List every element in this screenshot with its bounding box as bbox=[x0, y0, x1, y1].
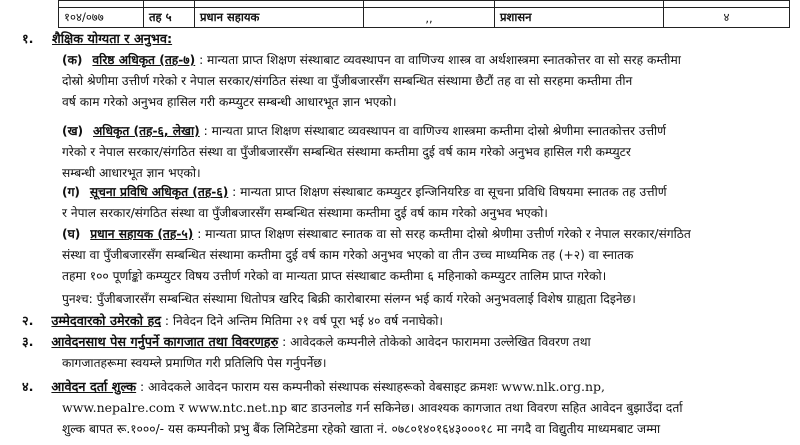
url-nlk-link[interactable]: www.nlk.org.np, bbox=[501, 379, 605, 394]
table-cell-code: १०४/०७७ bbox=[59, 8, 144, 28]
section-4-conj: र bbox=[179, 401, 185, 415]
section-3-text: : आवेदकले कम्पनीले तोकेको आवेदन फाराममा उल्लेखित विवरण तथा bbox=[282, 335, 591, 349]
section-3-title: आवेदनसाथ पेस गर्नुपर्ने कागजात तथा विवरणहरु bbox=[51, 335, 279, 350]
post-table bbox=[58, 0, 790, 28]
section-3-number: ३. bbox=[22, 335, 34, 350]
item-kha-text-1: : मान्यता प्राप्त शिक्षण संस्थाबाट व्यवस्थापन वा वाणिज्य शास्त्रमा कम्तीमा दोस्रो श्रेणीमा स्नातकोत्तर उत्तीर्ण bbox=[203, 124, 666, 138]
table-cell-ditto: ,, bbox=[364, 8, 495, 28]
item-ga-text-1: : मान्यता प्राप्त शिक्षण संस्थाबाट कम्प्युटर इन्जिनियरिङ वा सूचना प्रविधि विषयमा स्नातक तह उत्तीर्ण bbox=[232, 185, 667, 199]
item-ga-label: (ग) bbox=[62, 185, 81, 199]
section-4 bbox=[22, 377, 605, 398]
item-kha-text-2: गरेको र नेपाल सरकार/संगठित संस्था वा पुँजीबजारसँग सम्बन्धित संस्थामा कम्तीमा दुई वर्ष काम गरेको अनुभव हासिल गरी कम्प्युटर bbox=[62, 145, 631, 159]
item-ka-text-1: : मान्यता प्राप्त शिक्षण संस्थाबाट व्यवस्थापन वा वाणिज्य शास्त्र वा अर्थशास्त्रमा स्नातकोत्तर वा सो सरह कम्तीमा bbox=[199, 53, 681, 67]
item-kha-title: अधिकृत (तह-६, लेखा) bbox=[93, 124, 200, 138]
note-text: पुनश्च: पुँजीबजारसँग सम्बन्धित संस्थामा धितोपत्र खरिद बिक्री कारोबारमा संलग्न भई कार्य गरेको अनुभवलाई विशेष ग्राह्यता दिइनेछ। bbox=[62, 292, 636, 306]
section-2-text: : निवेदन दिने अन्तिम मितिमा २१ वर्ष पूरा भई ४० वर्ष ननाघेको। bbox=[164, 314, 444, 328]
url-ntc-link[interactable]: www.ntc.net.np bbox=[187, 400, 288, 415]
item-kha-label: (ख) bbox=[62, 124, 84, 138]
item-ka-line-1 bbox=[62, 50, 681, 70]
section-3 bbox=[22, 332, 591, 353]
section-1-heading bbox=[22, 30, 172, 50]
item-gha-text-1: : मान्यता प्राप्त शिक्षण संस्थाबाट स्नातक वा सो सरह कम्तीमा दोस्रो श्रेणीमा उत्तीर्ण गरेको र नेपाल सरकार/संगठित bbox=[197, 227, 691, 241]
item-ka-title: वरिष्ठ अधिकृत (तह-७) bbox=[92, 53, 196, 67]
section-3-text-2: कागजातहरूमा स्वयम्ले प्रमाणित गरी प्रतिलिपि पेस गर्नुपर्नेछ। bbox=[62, 356, 327, 370]
url-nepalre-link[interactable]: www.nepalre.com bbox=[62, 400, 176, 415]
item-gha-text-3: तहमा १०० पूर्णाङ्को कम्प्युटर विषय उत्तीर्ण गरेको वा मान्यता प्राप्त संस्थाबाट कम्तीमा ६ महिनाको कम्प्युटर तालिम प्राप्त गरेको। bbox=[62, 269, 607, 283]
section-2-number: २. bbox=[22, 314, 34, 329]
section-2 bbox=[22, 311, 443, 332]
item-ka-text-3: वर्ष काम गरेको अनुभव हासिल गरी कम्प्युटर सम्बन्धी आधारभूत ज्ञान भएको। bbox=[62, 95, 397, 109]
section-4-text: : आवेदकले आवेदन फाराम यस कम्पनीको संस्थापक संस्थाहरूको वेबसाइट क्रमशः bbox=[140, 380, 498, 394]
section-1-number: १. bbox=[22, 32, 34, 47]
item-ka-label: (क) bbox=[62, 53, 83, 67]
item-gha-text-2: संस्था वा पुँजीबजारसँग सम्बन्धित संस्थामा कम्तीमा दुई वर्ष काम गरेको अनुभव भएको वा तीन उच्च माध्यमिक तह (+२) वा स्नातक bbox=[62, 248, 634, 262]
item-ka-text-2: दोस्रो श्रेणीमा उत्तीर्ण गरेको र नेपाल सरकार/संगठित संस्था वा पुँजीबजारसँग सम्बन्धित संस्थामा छैटौं तह वा सो सरहमा कम्तीमा तीन bbox=[62, 74, 633, 88]
section-4-text-2: बाट डाउनलोड गर्न सकिनेछ। आवश्यक कागजात तथा विवरण सहित आवेदन बुझाउँदा दर्ता bbox=[290, 401, 683, 415]
item-gha-title: प्रधान सहायक (तह-५) bbox=[90, 227, 194, 241]
section-4-number: ४. bbox=[22, 380, 34, 395]
item-ga-text-2: र नेपाल सरकार/संगठित संस्था वा पुँजीबजारसँग सम्बन्धित संस्थामा कम्तीमा दुई वर्ष काम गरेको अनुभव भएको। bbox=[62, 206, 548, 220]
section-4-title: आवेदन दर्ता शुल्क bbox=[51, 380, 137, 395]
item-gha-label: (घ) bbox=[62, 227, 81, 241]
item-gha-line-1 bbox=[62, 224, 691, 244]
table-cell-count: ४ bbox=[664, 8, 790, 28]
table-row bbox=[59, 8, 790, 28]
item-kha-text-3: सम्बन्धी आधारभूत ज्ञान भएको। bbox=[62, 166, 201, 180]
table-cell-post: प्रधान सहायक bbox=[195, 8, 364, 28]
item-ga-title: सूचना प्रविधि अधिकृत (तह-६) bbox=[89, 185, 229, 199]
item-ga-line-1 bbox=[62, 182, 667, 202]
table-cell-level: तह ५ bbox=[144, 8, 195, 28]
table-cell-service: प्रशासन bbox=[495, 8, 664, 28]
section-1-title: शैक्षिक योग्यता र अनुभव: bbox=[52, 32, 173, 47]
table-row-top bbox=[59, 1, 790, 8]
section-2-title: उम्मेदवारको उमेरको हद bbox=[51, 314, 162, 329]
section-4-line-2 bbox=[62, 398, 682, 418]
section-4-text-3: शुल्क बापत रू.१०००/- यस कम्पनीको प्रभु बैंक लिमिटेडमा रहेको खाता नं. ०७८०१४०१६४३०००१८ मा नगदै वा विद्युतीय माध्यमबाट जम्मा bbox=[62, 422, 661, 436]
item-kha-line-1 bbox=[62, 121, 666, 141]
